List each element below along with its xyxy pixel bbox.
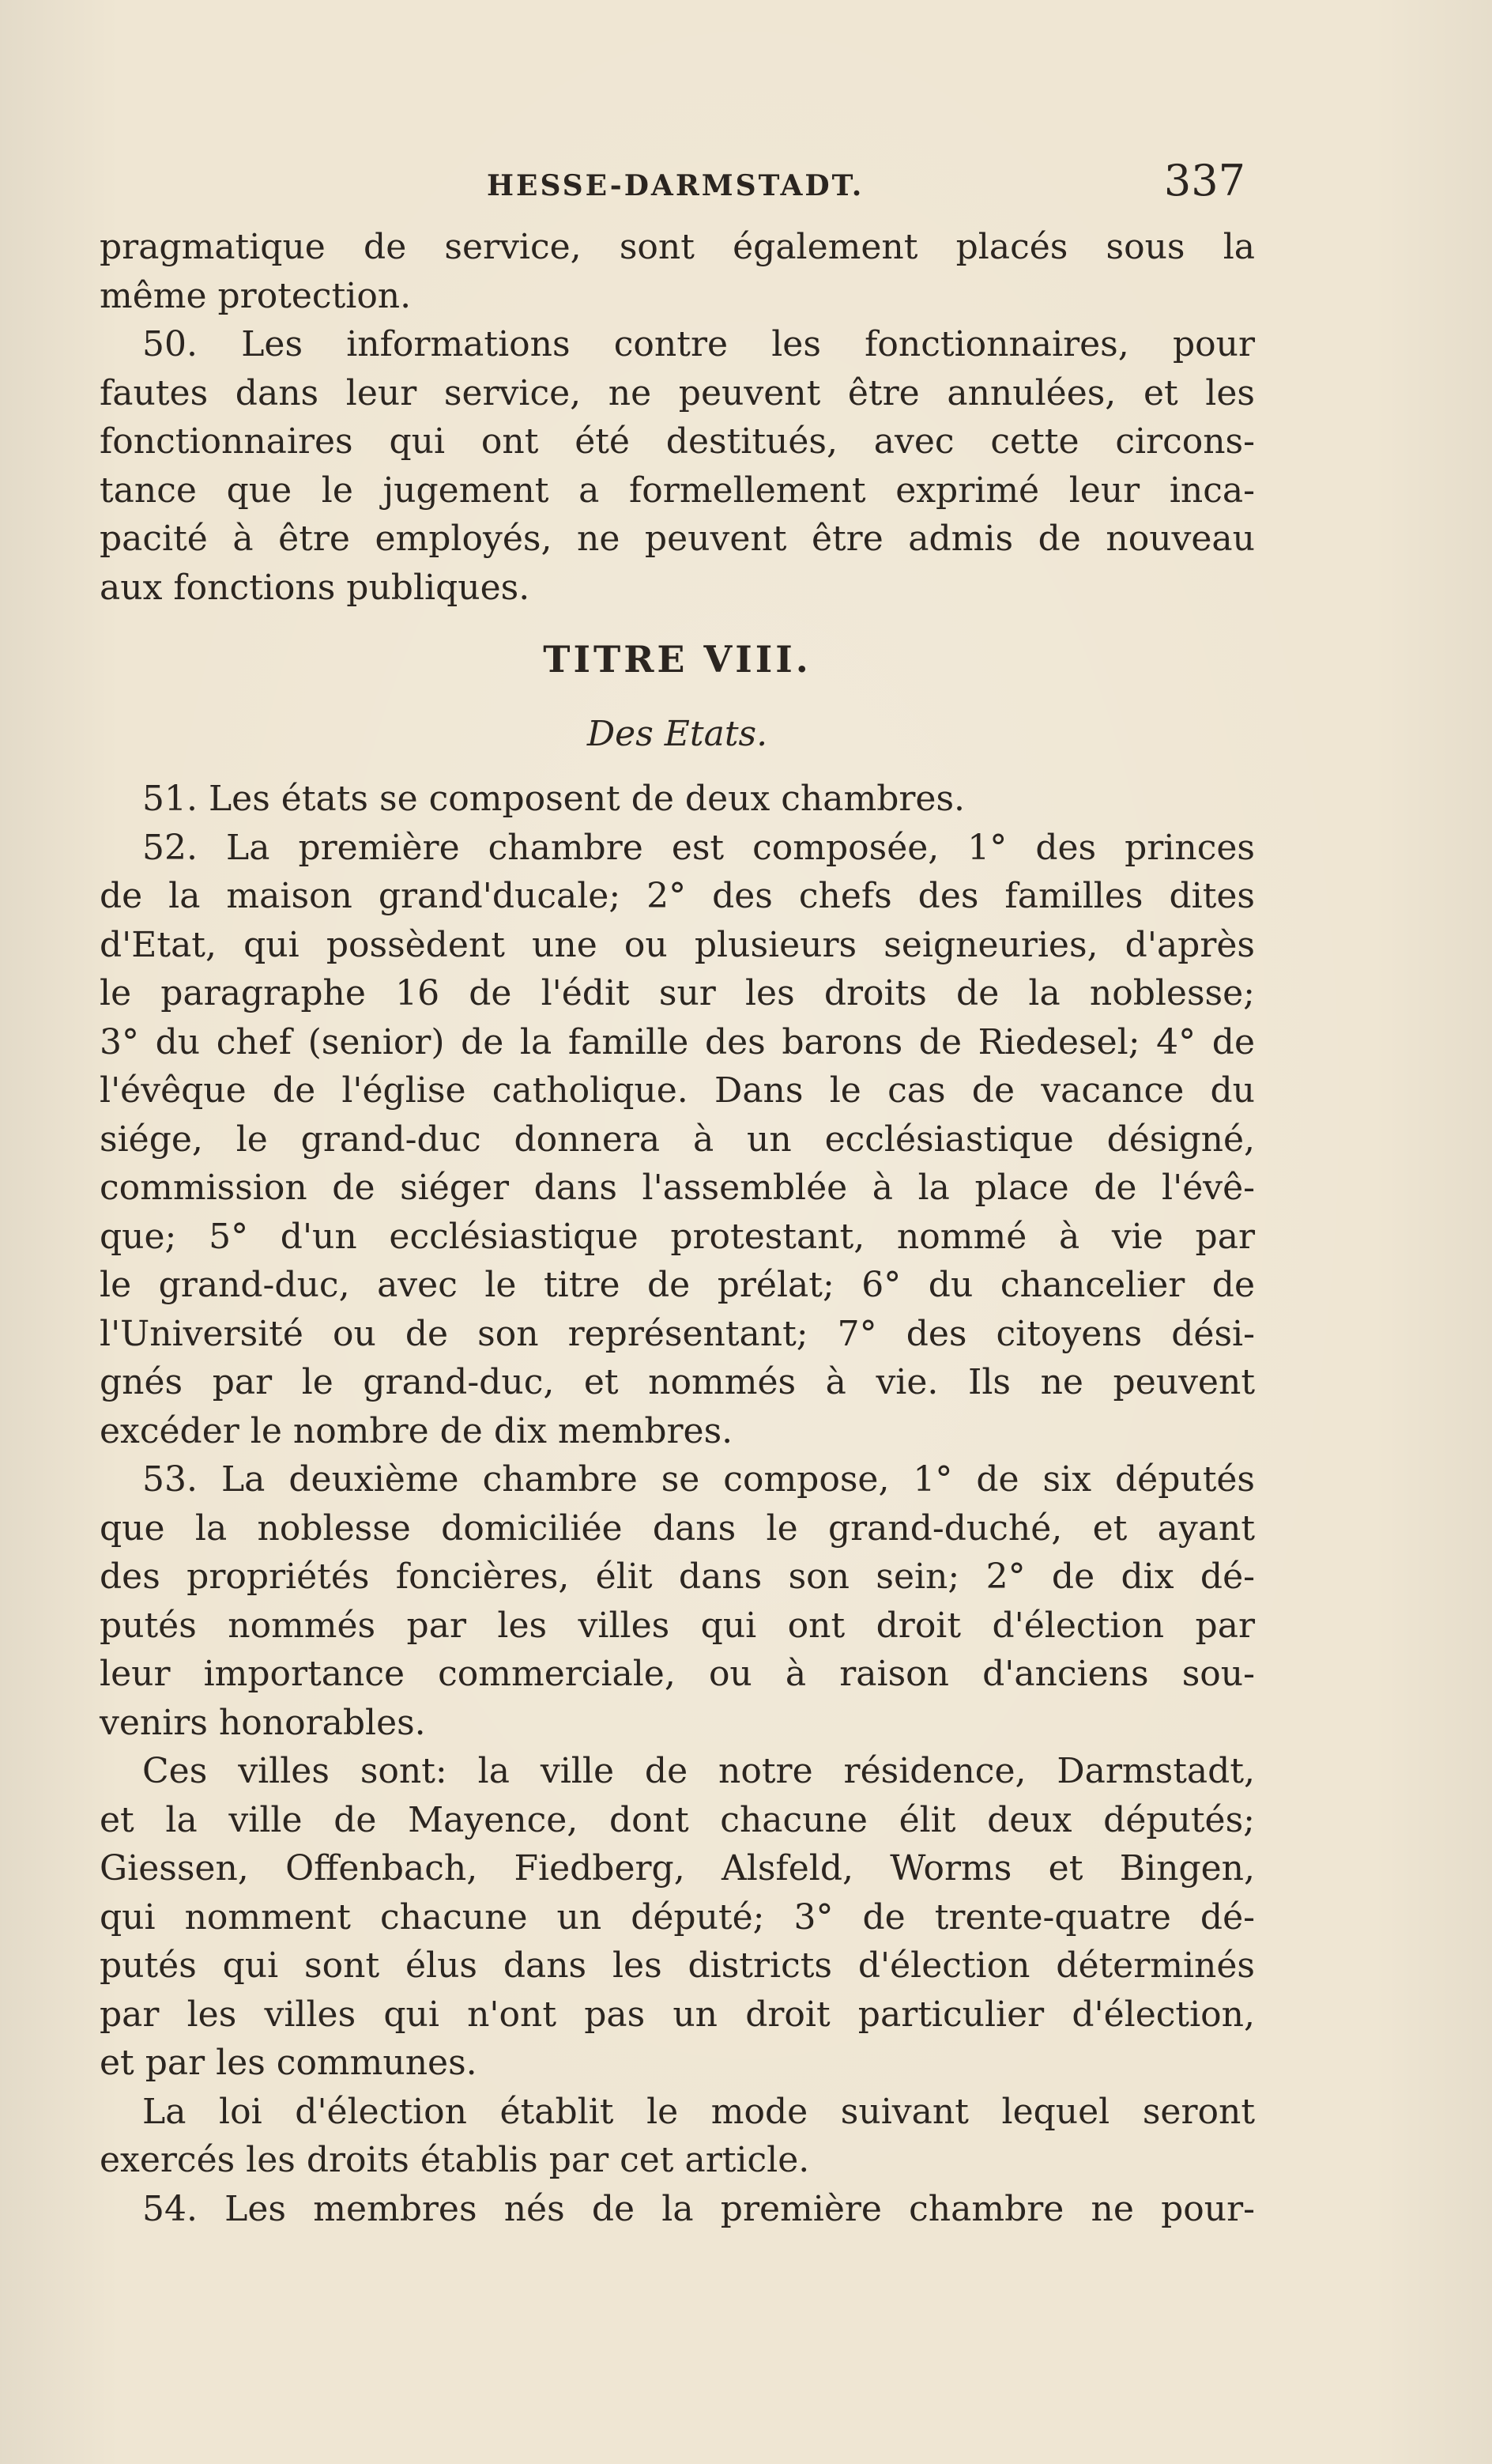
text-line: des propriétés foncières, élit dans son sein; 2° de dix dé-: [100, 1557, 1255, 1597]
text-line: siége, le grand-duc donnera à un ecclésiastique désigné,: [100, 1119, 1255, 1160]
section-subtitle: Des Etats.: [586, 714, 768, 754]
text-line: pacité à être employés, ne peuvent être admis de nouveau: [100, 519, 1255, 559]
running-head: [100, 157, 1255, 223]
text-line: Giessen, Offenbach, Fiedberg, Alsfeld, Worms et Bingen,: [100, 1848, 1255, 1889]
text-line: aux fonctions publiques.: [100, 567, 530, 608]
text-line: le paragraphe 16 de l'édit sur les droits de la noblesse;: [100, 973, 1255, 1013]
page-number: 337: [1163, 156, 1245, 206]
page-text-block: [100, 157, 1255, 2233]
text-line: putés nommés par les villes qui ont droit d'élection par: [100, 1605, 1255, 1646]
text-line: excéder le nombre de dix membres.: [100, 1410, 733, 1451]
text-line: même protection.: [100, 275, 412, 316]
text-line: et la ville de Mayence, dont chacune élit deux députés;: [100, 1799, 1255, 1840]
text-line: le grand-duc, avec le titre de prélat; 6° du chancelier de: [100, 1265, 1255, 1305]
text-line: l'évêque de l'église catholique. Dans le cas de vacance du: [100, 1070, 1255, 1111]
text-line: que la noblesse domiciliée dans le grand-duché, et ayant: [100, 1507, 1255, 1549]
text-line: par les villes qui n'ont pas un droit particulier d'élection,: [100, 1994, 1255, 2035]
text-line: venirs honorables.: [100, 1702, 426, 1743]
text-line: putés qui sont élus dans les districts d'élection déterminés: [100, 1945, 1255, 1986]
text-line: Ces villes sont: la ville de notre résidence, Darmstadt,: [142, 1751, 1255, 1791]
text-line: d'Etat, qui possèdent une ou plusieurs seigneuries, d'après: [100, 924, 1255, 965]
text-line: tance que le jugement a formellement exprimé leur inca-: [100, 470, 1255, 511]
text-line: et par les communes.: [100, 2043, 477, 2083]
text-line: fonctionnaires qui ont été destitués, avec cette circons-: [100, 421, 1255, 462]
text-line: exercés les droits établis par cet article.: [100, 2140, 810, 2180]
text-line: pragmatique de service, sont également placés sous la: [100, 227, 1255, 267]
text-line: leur importance commerciale, ou à raison d'anciens sou-: [100, 1654, 1255, 1694]
text-line: commission de siéger dans l'assemblée à la place de l'évê-: [100, 1168, 1255, 1208]
text-line: de la maison grand'ducale; 2° des chefs des familles dites: [100, 876, 1255, 916]
text-line: 50. Les informations contre les fonctionnaires, pour: [142, 324, 1255, 364]
text-line: l'Université ou de son représentant; 7° des citoyens dési-: [100, 1313, 1255, 1354]
text-line: fautes dans leur service, ne peuvent être annulées, et les: [100, 372, 1255, 413]
text-line: 53. La deuxième chambre se compose, 1° de six députés: [142, 1459, 1255, 1500]
text-line: gnés par le grand-duc, et nommés à vie. Ils ne peuvent: [100, 1362, 1255, 1402]
text-line: La loi d'élection établit le mode suivant lequel seront: [142, 2091, 1255, 2132]
text-line: 51. Les états se composent de deux chambres.: [142, 779, 966, 819]
section-title: TITRE VIII.: [543, 638, 812, 681]
text-line: 52. La première chambre est composée, 1° des princes: [142, 827, 1255, 868]
text-line: 3° du chef (senior) de la famille des barons de Riedesel; 4° de: [100, 1021, 1255, 1062]
text-line: que; 5° d'un ecclésiastique protestant, nommé à vie par: [100, 1216, 1255, 1257]
text-line: qui nomment chacune un député; 3° de trente-quatre dé-: [100, 1896, 1255, 1938]
text-line: 54. Les membres nés de la première chambre ne pour-: [142, 2188, 1255, 2229]
running-title: HESSE-DARMSTADT.: [487, 169, 865, 202]
